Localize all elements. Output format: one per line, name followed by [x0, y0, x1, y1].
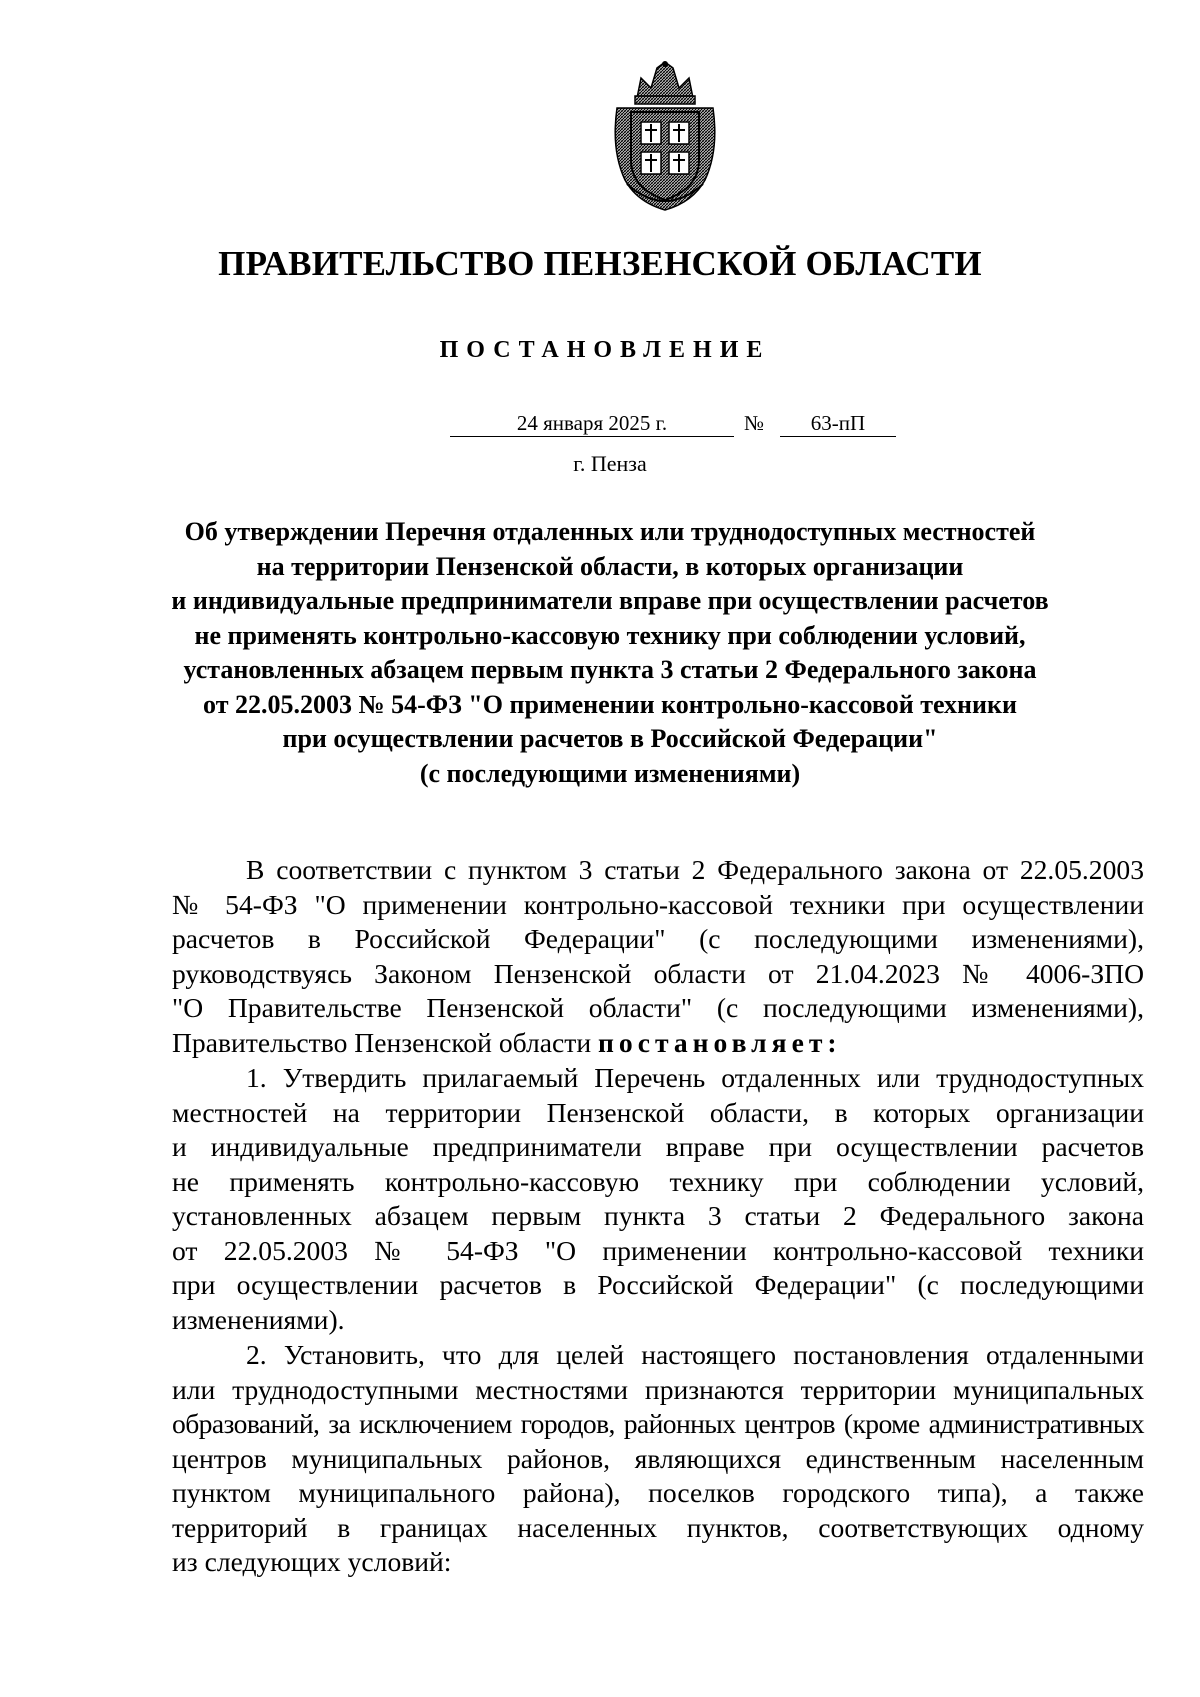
body-line: В соответствии с пунктом 3 статьи 2 Федерального закона от 22.05.2003 — [246, 854, 1144, 885]
body-line-text: Правительство Пензенской области — [172, 1026, 592, 1058]
preamble-paragraph — [172, 853, 1144, 1060]
coat-of-arms-emblem — [607, 60, 723, 212]
body-line: № 54-ФЗ "О применении контрольно-кассовой техники при осуществлении — [172, 888, 1144, 920]
body-line: установленных абзацем первым пункта 3 статьи 2 Федерального закона — [172, 1200, 1144, 1231]
document-type: ПОСТАНОВЛЕНИЕ — [439, 337, 771, 363]
subject-line: (с последующими изменениями) — [419, 758, 801, 788]
body-line: не применять контрольно-кассовую технику при соблюдении условий, — [172, 1165, 1144, 1197]
subject-line: от 22.05.2003 № 54-ФЗ "О применении контрольно-кассовой техники — [203, 689, 1017, 719]
body-line: 1. Утвердить прилагаемый Перечень отдаленных или труднодоступных — [246, 1062, 1144, 1093]
body-line: 2. Установить, что для целей настоящего постановления отдаленными — [246, 1339, 1144, 1370]
document-number: 63-пП — [780, 410, 896, 437]
body-line: расчетов в Российской Федерации" (с последующими изменениями), — [172, 923, 1144, 954]
body-line: от 22.05.2003 № 54-ФЗ "О применении контрольно-кассовой техники — [172, 1234, 1144, 1266]
body-line: пунктом муниципального района), поселков городского типа), а также — [172, 1477, 1144, 1508]
document-city: г. Пенза — [573, 451, 647, 476]
body-line: изменениями). — [172, 1303, 345, 1335]
government-title: ПРАВИТЕЛЬСТВО ПЕНЗЕНСКОЙ ОБЛАСТИ — [218, 244, 982, 283]
body-line: руководствуясь Законом Пензенской области от 21.04.2023 № 4006-ЗПО — [172, 957, 1144, 989]
item-1-paragraph — [172, 1061, 1144, 1337]
subject-line: Об утверждении Перечня отдаленных или труднодоступных местностей — [184, 517, 1036, 546]
body-line: и индивидуальные предприниматели вправе при осуществлении расчетов — [172, 1131, 1144, 1162]
document-body — [172, 853, 1144, 1580]
document-subject — [140, 515, 1080, 791]
number-sign: № — [744, 411, 765, 435]
body-line: территорий в границах населенных пунктов, соответствующих одному — [172, 1511, 1144, 1543]
body-line: или труднодоступными местностями признаются территории муниципальных — [172, 1373, 1144, 1405]
subject-line: и индивидуальные предприниматели вправе при осуществлении расчетов — [171, 586, 1049, 615]
subject-line: не применять контрольно-кассовую технику при соблюдении условий, — [194, 620, 1026, 650]
body-line: "О Правительстве Пензенской области" (с последующими изменениями), — [172, 992, 1144, 1023]
subject-line: установленных абзацем первым пункта 3 статьи 2 Федерального закона — [183, 655, 1037, 684]
body-line — [172, 1026, 1144, 1061]
body-line: образований, за исключением городов, районных центров (кроме административных — [172, 1408, 1144, 1439]
document-date: 24 января 2025 г. — [450, 410, 734, 437]
body-line: при осуществлении расчетов в Российской Федерации" (с последующими — [172, 1269, 1144, 1300]
body-line: центров муниципальных районов, являющихся единственным населенным — [172, 1442, 1144, 1474]
subject-line: на территории Пензенской области, в которых организации — [256, 551, 964, 581]
resolves-word: постановляет: — [598, 1026, 842, 1058]
body-line: местностей на территории Пензенской области, в которых организации — [172, 1096, 1144, 1128]
item-2-paragraph — [172, 1338, 1144, 1580]
body-line: из следующих условий: — [172, 1546, 452, 1577]
subject-line: при осуществлении расчетов в Российской Федерации" — [282, 724, 938, 753]
